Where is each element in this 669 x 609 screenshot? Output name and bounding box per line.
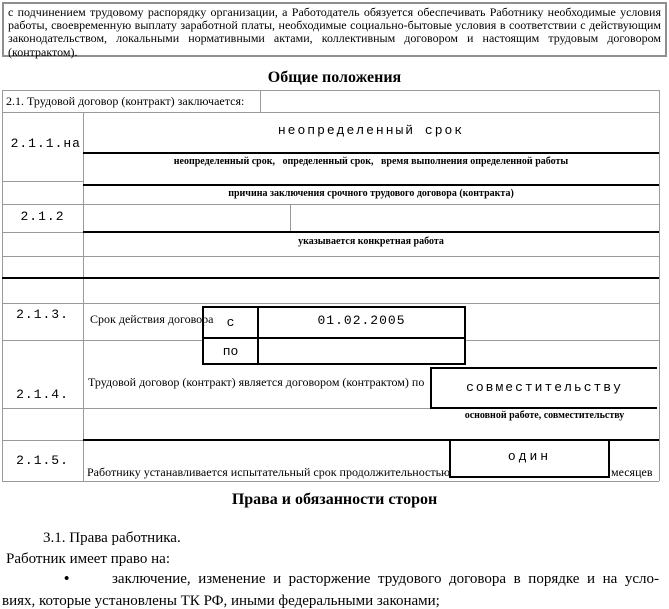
caption-211-options: неопределенный срок, определенный срок, время выполнения определенной работы	[173, 156, 569, 167]
numcol-border-3	[2, 440, 83, 441]
row-215-label: Работнику устанавливается испытательный срок продолжительностью	[87, 465, 451, 479]
fill-line-full-width	[2, 277, 659, 279]
term-to-label: по	[222, 344, 239, 359]
row-border-6	[2, 408, 430, 409]
field-211-value[interactable]: неопределенный срок	[277, 123, 465, 138]
intro-paragraph: с подчинением трудовому распорядку организации, а Работодатель обязуется обеспечивать Работнику необходимые условия работы, своевременную выплату заработной платы, необходимые социально-бытовые условия в соответствии с действующим законодательством, локальными нормативными актами, коллективным договором и настоящим трудовым договором (контрактом).	[2, 2, 667, 57]
field-212-right-empty[interactable]	[291, 205, 658, 230]
field-211-reason-empty[interactable]	[83, 168, 659, 183]
rights-para-intro: Работник имеет право на:	[6, 551, 170, 567]
row-214-label: Трудовой договор (контракт) является договором (контрактом) по	[88, 375, 425, 389]
fill-line-211-value	[83, 152, 659, 154]
row-213-label: Срок действия договора	[90, 312, 214, 326]
row-border-5-left	[2, 340, 202, 341]
section-title-general: Общие положения	[267, 69, 402, 86]
field-214-value[interactable]: совместительству	[466, 380, 623, 395]
fill-line-212	[83, 231, 659, 233]
field-term-from-date[interactable]: 01.02.2005	[317, 313, 406, 328]
row-212-number: 2.1.2	[20, 209, 65, 224]
row-214-number: 2.1.4.	[16, 387, 69, 402]
caption-211-reason: причина заключения срочного трудового договора (контракта)	[228, 188, 514, 199]
caption-212-work: указывается конкретная работа	[298, 236, 444, 247]
row-211-number: 2.1.1.на	[10, 136, 81, 151]
numcol-border-2	[2, 232, 83, 233]
row-21-bottom-border	[2, 112, 659, 113]
rights-para-31: 3.1. Права работника.	[43, 530, 181, 546]
row-213-number: 2.1.3.	[16, 307, 69, 322]
row-215-unit: месяцев	[611, 465, 653, 479]
section-title-rights: Права и обязанности сторон	[231, 491, 438, 508]
field-215-value-box[interactable]	[449, 441, 610, 478]
row-215-number: 2.1.5.	[16, 453, 69, 468]
term-dates-table	[202, 306, 466, 365]
numcol-border-1	[2, 181, 83, 182]
field-215-value[interactable]: один	[507, 449, 552, 464]
field-212-left-empty[interactable]	[84, 205, 289, 230]
caption-214-options: основной работе, совместительству	[464, 410, 625, 421]
fill-line-211-reason	[83, 184, 659, 186]
row-border-5-right	[466, 340, 659, 341]
term-from-label: с	[226, 315, 235, 330]
table-border-bottom	[2, 481, 659, 482]
row-21-label: 2.1. Трудовой договор (контракт) заключается:	[6, 94, 245, 108]
field-214-value-box[interactable]	[430, 367, 657, 409]
row-border-4	[2, 303, 659, 304]
table-border-right	[659, 90, 660, 481]
row-border-3	[2, 256, 659, 257]
bullet-text-line2: виях, которые установлены ТК РФ, иными федеральными законами;	[2, 593, 440, 609]
field-term-to-date-empty[interactable]	[259, 339, 464, 363]
bullet-text-line1: заключение, изменение и расторжение трудового договора в порядке и на усло-	[112, 571, 659, 587]
bullet-icon: •	[64, 571, 70, 587]
field-21-empty[interactable]	[261, 91, 658, 111]
